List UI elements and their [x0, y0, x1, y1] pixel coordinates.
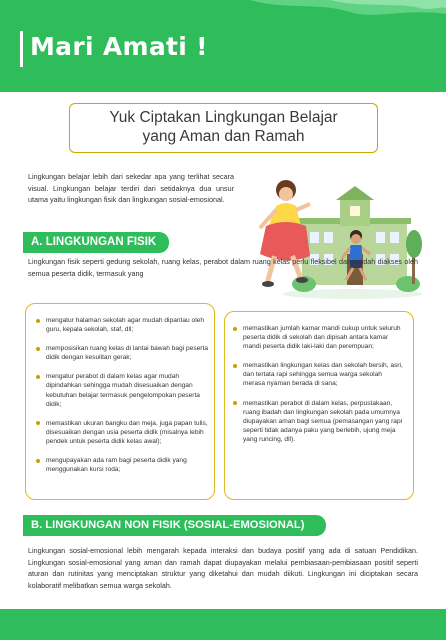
list-item: memastikan jumlah kamar mandi cukup untuk seluruh peserta didik di sekolah dan dipisah antara kamar mandi peserta didik laki-laki dan perempuan; [233, 324, 405, 351]
list-item: memastikan lingkungan kelas dan sekolah bersih, asri, dan tertata rapi sehingga semua warga sekolah merasa nyaman berada di sana; [233, 361, 405, 388]
page-title: Mari Amati ! [30, 32, 208, 61]
section-b-paragraph: Lingkungan sosial-emosional lebih mengarah kepada interaksi dan budaya positif yang ada di satuan Pendidikan. Lingkungan sosial-emosional yang aman dan ramah dapat diupayakan melalui pembiasaan-pembiasaan positif seperti aturan dan rutinitas yang menciptakan struktur yang diketahui dan mudah diikuti. Lingkungan ini diciptakan secara kolaboratif melibatkan semua warga sekolah. [28, 546, 418, 591]
physical-environment-list-left [25, 303, 215, 500]
footer-bar [0, 609, 446, 640]
subtitle-line-1: Yuk Ciptakan Lingkungan Belajar [109, 109, 338, 126]
list-item: mengatur perabot di dalam kelas agar mudah dipindahkan sehingga mudah disesuaikan dengan kebutuhan belajar termasuk pengelompokan peserta didik; [36, 372, 208, 408]
list-item: memposisikan ruang kelas di lantai bawah bagi peserta didik dengan kesulitan gerak; [36, 344, 208, 362]
list-item: mengupayakan ada ram bagi peserta didik yang menggunakan kursi roda; [36, 456, 208, 474]
list-item: memastikan ukuran bangku dan meja, juga papan tulis, disesuaikan dengan usia peserta didik (misalnya lebih pendek untuk peserta didik kelas awal); [36, 419, 208, 446]
children-running-school-illustration [252, 168, 422, 308]
title-accent-bar [20, 31, 23, 67]
header-banner [0, 0, 446, 92]
list-item: mengatur halaman sekolah agar mudah dipantau oleh guru, kepala sekolah, staf, dll; [36, 316, 208, 334]
intro-paragraph: Lingkungan belajar lebih dari sekedar apa yang terlihat secara visual. Lingkungan belajar terdiri dari setidaknya dua unsur utama yaitu lingkungan fisik dan lingkungan sosial-emosional. [28, 172, 234, 205]
section-b-heading: B. LINGKUNGAN NON FISIK (SOSIAL-EMOSIONAL) [23, 515, 326, 536]
section-a-heading: A. LINGKUNGAN FISIK [23, 232, 169, 253]
subtitle-line-2: yang Aman dan Ramah [142, 128, 305, 145]
subtitle-box [69, 103, 378, 153]
section-a-paragraph: Lingkungan fisik seperti gedung sekolah, ruang kelas, perabot dalam ruang kelas perlu fleksibel dan mudah diakses oleh semua peserta didik, termasuk yang [28, 257, 418, 278]
list-item: memastikan perabot di dalam kelas, perpustakaan, ruang ibadah dan lingkungan sekolah pada umumnya diupayakan aman bagi semua (pemasangan yang rapi seperti tidak adanya paku yang berlebih, ujung meja yang runcing, dll). [233, 399, 405, 444]
physical-environment-list-right [224, 311, 414, 500]
